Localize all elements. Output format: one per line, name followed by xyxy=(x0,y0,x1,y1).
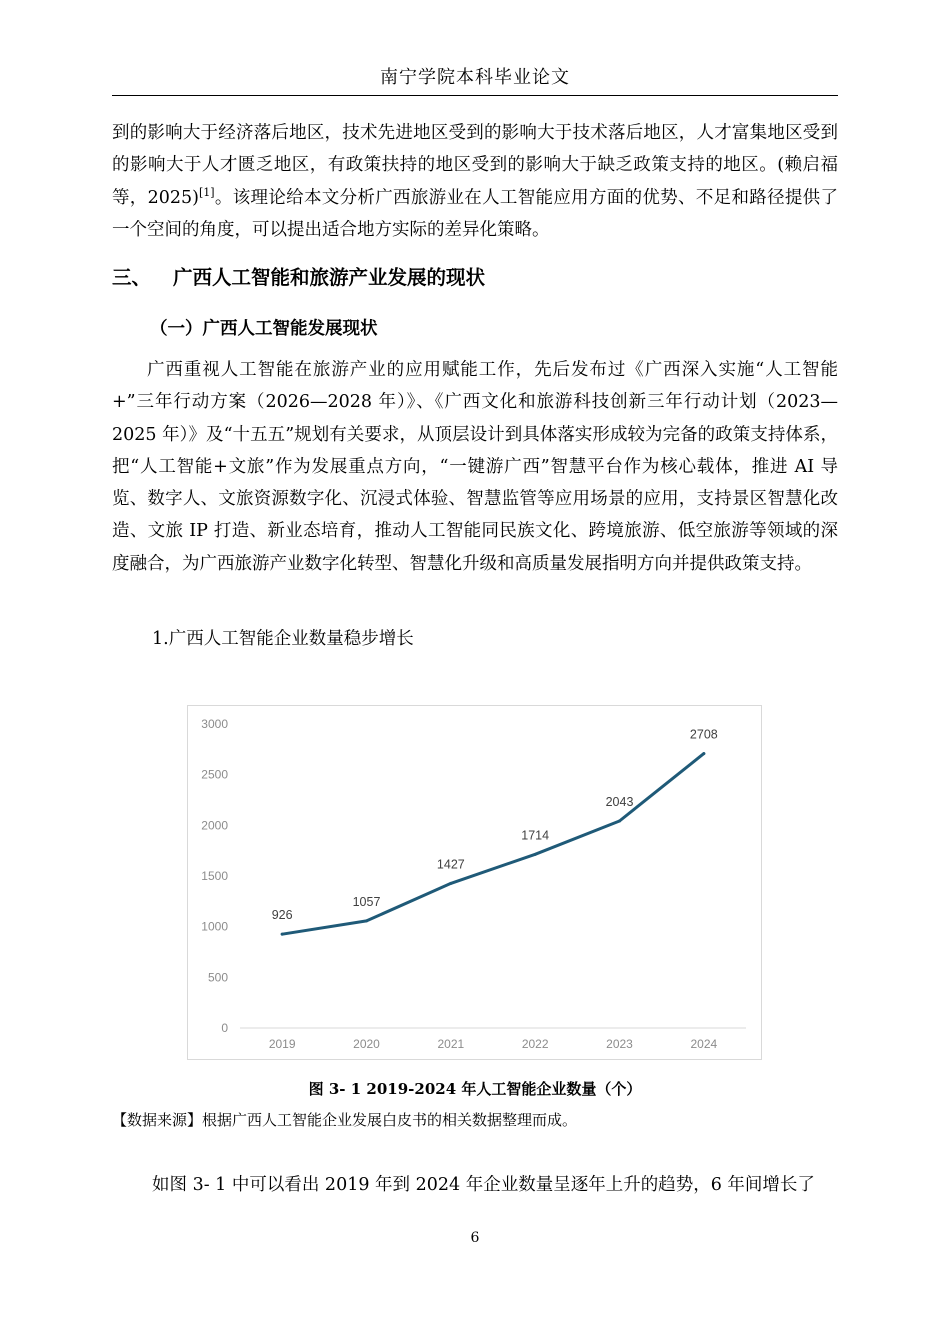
data-label: 1714 xyxy=(521,828,550,843)
series-line xyxy=(282,754,704,935)
section-title: 广西人工智能和旅游产业发展的现状 xyxy=(173,266,486,289)
header-rule xyxy=(112,95,838,96)
data-source-note: 【数据来源】根据广西人工智能企业发展白皮书的相关数据整理而成。 xyxy=(112,1111,578,1129)
x-tick-label: 2020 xyxy=(353,1037,380,1051)
x-tick-label: 2019 xyxy=(268,1037,296,1051)
x-tick-label: 2022 xyxy=(521,1037,549,1051)
subsubsection-heading: 1.广西人工智能企业数量稳步增长 xyxy=(152,629,414,649)
data-label: 1057 xyxy=(352,894,381,909)
x-tick-label: 2021 xyxy=(437,1037,465,1051)
data-point xyxy=(534,853,537,856)
data-label: 2043 xyxy=(605,794,634,809)
y-tick-label: 2000 xyxy=(201,818,228,833)
paragraph-1-text-end: 。该理论给本文分析广西旅游业在人工智能应用方面的优势、不足和路径提供了一个空间的角度，可以提出适合地方实际的差异化策略。 xyxy=(112,187,838,240)
paragraph-2: 广西重视人工智能在旅游产业的应用赋能工作，先后发布过《广西深入实施“人工智能+”三年行动方案（2026—2028 年）》、《广西文化和旅游科技创新三年行动计划（2023—2025 年）》及“十五五”规划有关要求，从顶层设计到具体落实形成较为完备的政策支持体系，把“人工智能+文旅”作为发展重点方向，“一键游广西”智慧平台作为核心载体，推进 AI 导览、数字人、文旅资源数字化、沉浸式体验、智慧监管等应用场景的应用，支持景区智慧化改造、文旅 IP 打造、新业态培育，推动人工智能同民族文化、跨境旅游、低空旅游等领域的深度融合，为广西旅游产业数字化转型、智慧化升级和高质量发展指明方向并提供政策支持。 xyxy=(112,360,838,574)
running-header: 南宁学院本科毕业论文 xyxy=(380,67,570,88)
figure-caption: 图 3- 1 2019-2024 年人工智能企业数量（个） xyxy=(308,1080,642,1098)
x-tick-label: 2024 xyxy=(690,1037,718,1051)
data-point xyxy=(449,882,452,885)
data-point xyxy=(702,752,705,755)
paragraph-1-text: 到的影响大于经济落后地区，技术先进地区受到的影响大于技术落后地区，人才富集地区受到的影响大于人才匮乏地区，有政策扶持的地区受到的影响大于缺乏政策支持的地区。(赖启福等，2025) xyxy=(112,123,838,208)
data-point xyxy=(365,919,368,922)
citation-ref: [1] xyxy=(199,185,215,199)
y-tick-label: 500 xyxy=(207,970,228,985)
x-tick-label: 2023 xyxy=(606,1037,633,1051)
section-heading xyxy=(112,262,485,294)
data-label: 2708 xyxy=(689,727,718,742)
data-label: 926 xyxy=(271,908,293,923)
y-tick-label: 0 xyxy=(221,1021,228,1035)
paragraph-1 xyxy=(112,117,838,246)
line-chart xyxy=(188,706,761,1059)
data-label: 1427 xyxy=(436,857,465,872)
paragraph-3: 如图 3- 1 中可以看出 2019 年到 2024 年企业数量呈逐年上升的趋势，6 年间增长了 xyxy=(152,1175,815,1195)
chart-frame xyxy=(187,705,762,1060)
y-tick-label: 1500 xyxy=(201,869,228,883)
data-point xyxy=(618,819,621,822)
data-point xyxy=(281,933,284,936)
y-tick-label: 2500 xyxy=(201,767,228,782)
y-tick-label: 3000 xyxy=(201,717,228,731)
subsection-heading: （一）广西人工智能发展现状 xyxy=(150,319,378,339)
page-number: 6 xyxy=(470,1230,480,1246)
section-number: 三、 xyxy=(112,266,152,289)
y-tick-label: 1000 xyxy=(201,919,228,934)
